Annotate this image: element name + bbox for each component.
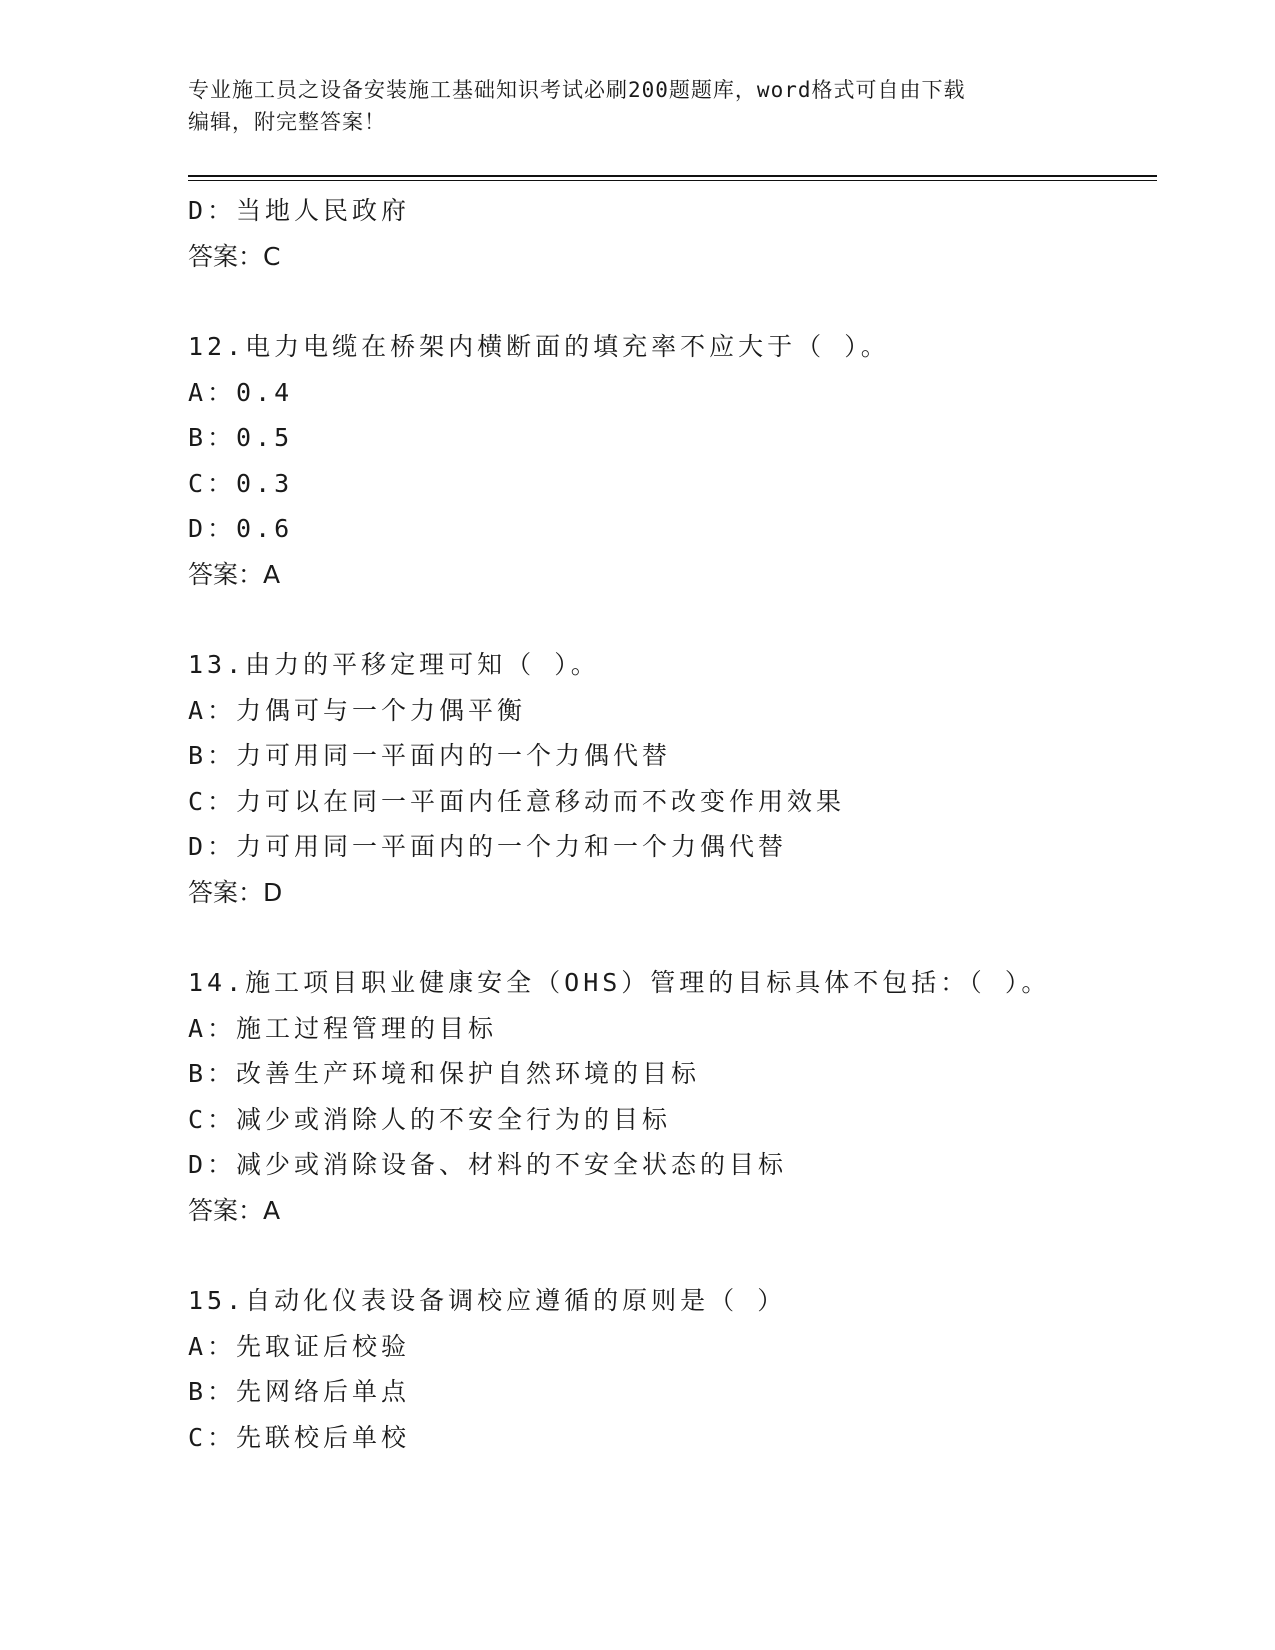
question-14 [188, 960, 1157, 1233]
answer-line: 答案：C [188, 241, 281, 271]
option-c: C：0.3 [188, 468, 294, 498]
option-a: A：力偶可与一个力偶平衡 [188, 695, 527, 725]
header-divider-thin [188, 180, 1157, 181]
question-stem: 15.自动化仪表设备调校应遵循的原则是（ ） [188, 1286, 787, 1315]
option-c: C：先联校后单校 [188, 1422, 411, 1452]
option-a: A：施工过程管理的目标 [188, 1013, 498, 1043]
question-stem: 14.施工项目职业健康安全（OHS）管理的目标具体不包括：（ ）。 [188, 968, 1051, 997]
question-12 [188, 324, 1157, 597]
previous-question-tail [188, 188, 1157, 279]
option-d: D：减少或消除设备、材料的不安全状态的目标 [188, 1150, 788, 1179]
option-b: B：先网络后单点 [188, 1377, 411, 1406]
option-b: B：力可用同一平面内的一个力偶代替 [188, 741, 672, 770]
option-d: D：力可用同一平面内的一个力和一个力偶代替 [188, 832, 788, 861]
spacer [188, 915, 1157, 960]
option-b: B：改善生产环境和保护自然环境的目标 [188, 1059, 701, 1088]
document-header [188, 74, 1088, 138]
question-13 [188, 642, 1157, 915]
question-list [188, 188, 1157, 1460]
header-title-line-1: 专业施工员之设备安装施工基础知识考试必刷200题题库，word格式可自由下载 [188, 78, 966, 102]
spacer [188, 1233, 1157, 1278]
option-c: C：减少或消除人的不安全行为的目标 [188, 1104, 672, 1134]
answer-line: 答案：A [188, 559, 281, 589]
question-stem: 12.电力电缆在桥架内横断面的填充率不应大于（ ）。 [188, 332, 890, 361]
spacer [188, 597, 1157, 642]
answer-line: 答案：D [188, 877, 283, 907]
header-divider-thick [188, 175, 1157, 177]
option-d: D：0.6 [188, 514, 294, 543]
header-title-line-2: 编辑，附完整答案！ [188, 110, 386, 134]
option-d: D：当地人民政府 [188, 196, 411, 225]
option-a: A：0.4 [188, 377, 294, 407]
question-15 [188, 1278, 1157, 1460]
option-c: C：力可以在同一平面内任意移动而不改变作用效果 [188, 786, 846, 816]
option-a: A：先取证后校验 [188, 1331, 411, 1361]
question-stem: 13.由力的平移定理可知（ ）。 [188, 650, 600, 679]
answer-line: 答案：A [188, 1195, 281, 1225]
option-b: B：0.5 [188, 423, 294, 452]
spacer [188, 279, 1157, 324]
